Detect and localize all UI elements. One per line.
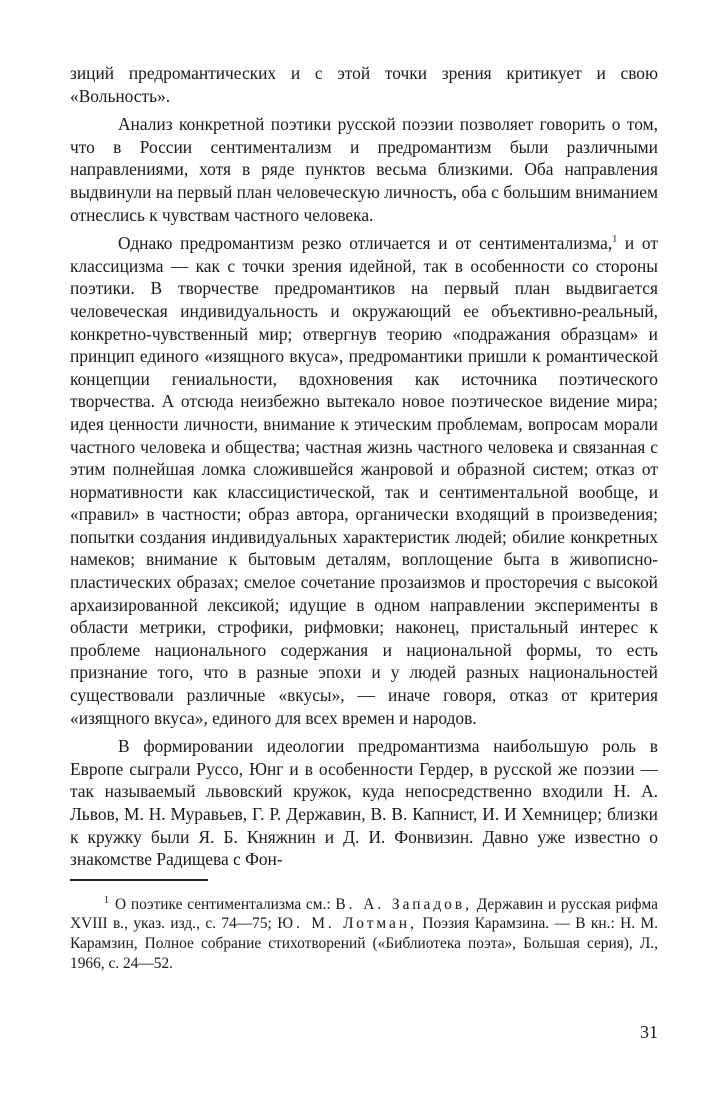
footnote-text-1: О поэтике сентиментализма см.: — [115, 895, 331, 913]
footnote-text-2: Державин и русская рифма XVIII в., указ. изд., с. 74—75; — [70, 895, 658, 933]
footnote-reference: 1 — [612, 234, 618, 246]
footnote-mark: 1 — [104, 894, 109, 906]
footnote-text-3: Поэзия Карамзина. — В кн.: Н. М. Карамзин, Полное собрание стихотворений («Библиотека поэта», Большая серия), Л., 1966, с. 24—52. — [70, 915, 658, 972]
footnote-author-2: Ю. М. Лотман, — [277, 915, 417, 933]
footnote — [70, 895, 658, 973]
paragraph-2: Анализ конкретной поэтики русской поэзии позволяет говорить о том, что в России сентиментализм и предромантизм были различными направлениями, хотя в ряде пунктов весьма близкими. Оба направления выдвинули на первый план человеческую личность, оба с большим вниманием отнеслись к чувствам частного человека. — [70, 114, 658, 225]
paragraph-3-start: Однако предромантизм резко отличается и от сентиментализма, — [118, 233, 613, 254]
paragraph-3 — [70, 232, 658, 729]
paragraph-3-rest: и от классицизма — как с точки зрения идейной, так в особенности со стороны поэтики. В творчестве предромантиков на первый план выдвигается человеческая индивидуальность и окружающий ее объективно-реальный, конкретно-чувственный мир; отвергнув теорию «подражания образцам» и принцип единого «изящного вкуса», предромантики пришли к романтической концепции гениальности, вдохновения как источника поэтического творчества. А отсюда неизбежно вытекало новое поэтическое видение мира; идея ценности личности, внимание к этическим проблемам, вопросам морали частного человека и общества; частная жизнь частного человека и связанная с этим полнейшая ломка сложившейся жанровой и образной систем; отказ от нормативности как классицистической, так и сентиментальной вообще, и «правил» в частности; образ автора, органически входящий в произведения; попытки создания индивидуальных характеристик людей; обилие конкретных намеков; внимание к бытовым деталям, воплощение быта в живописно-пластических образах; смелое сочетание прозаизмов и просторечия с высокой архаизированной лексикой; идущие в одном направлении эксперименты в области метрики, строфики, рифмовки; наконец, пристальный интерес к проблеме национального содержания и национальной формы, то есть признание того, что в разные эпохи и у людей разных национальностей существовали различные «вкусы», — иначе говоря, отказ от критерия «изящного вкуса», единого для всех времен и народов. — [70, 233, 658, 728]
footnote-divider — [70, 879, 208, 881]
page-body — [70, 62, 658, 973]
footnote-author-1: В. А. Западов, — [335, 895, 472, 913]
paragraph-4: В формировании идеологии предромантизма наибольшую роль в Европе сыграли Руссо, Юнг и в особенности Гердер, в русской же поэзии — так называемый львовский кружок, куда непосредственно входили Н. А. Львов, М. Н. Муравьев, Г. Р. Державин, В. В. Капнист, И. И Хемницер; близки к кружку были Я. Б. Княжнин и Д. И. Фонвизин. Давно уже известно о знакомстве Радищева с Фон- — [70, 736, 658, 870]
page-number: 31 — [640, 1022, 658, 1042]
paragraph-1: зиций предромантических и с этой точки зрения критикует и свою «Вольность». — [70, 63, 658, 106]
